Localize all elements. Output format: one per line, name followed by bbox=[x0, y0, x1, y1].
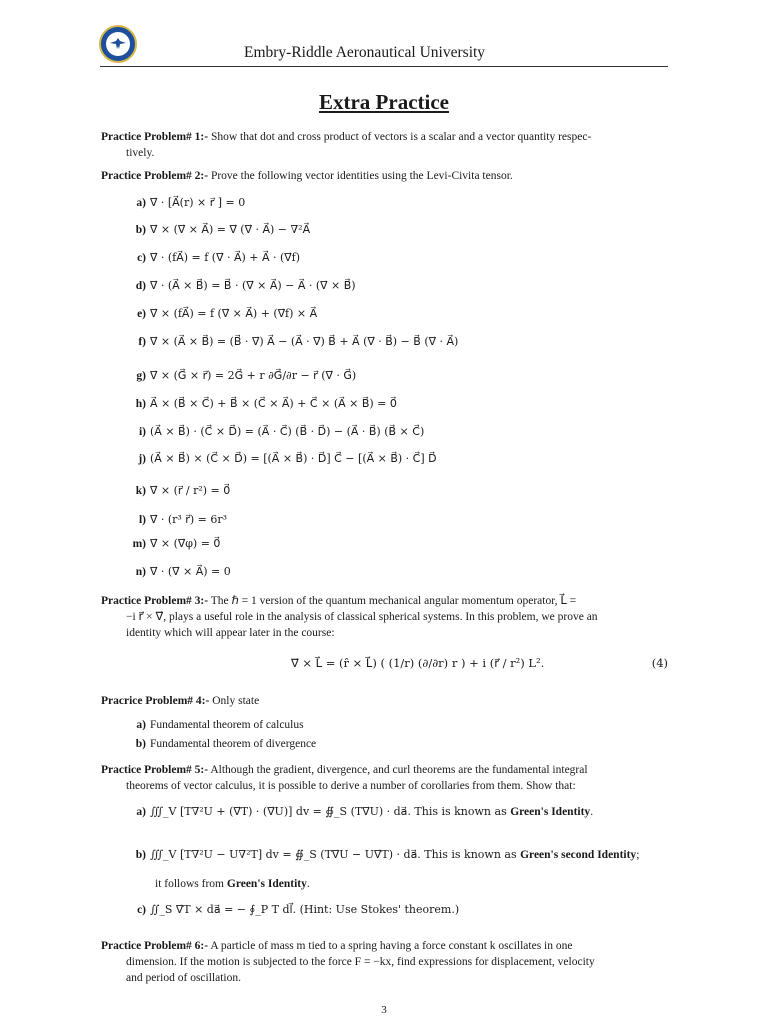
problem-2-label: Practice Problem# 2:- bbox=[101, 170, 209, 182]
identity-b: b) ∇⃗ × (∇⃗ × A⃗) = ∇⃗ (∇⃗ · A⃗) − ∇²A⃗ bbox=[135, 223, 311, 236]
identity-m: m) ∇⃗ × (∇⃗φ) = 0⃗ bbox=[132, 537, 221, 550]
identity-k: k) ∇⃗ × (r⃗ / r²) = 0⃗ bbox=[135, 484, 231, 497]
problem-6 bbox=[101, 938, 668, 986]
problem-4 bbox=[101, 693, 668, 709]
identity-j: j) (A⃗ × B⃗) × (C⃗ × D⃗) = [(A⃗ × B⃗) · D⃗] C⃗ − [(A⃗ × B⃗) · C⃗] D⃗ bbox=[138, 452, 437, 465]
identity-n: n) ∇⃗ · (∇⃗ × A⃗) = 0 bbox=[135, 565, 231, 578]
problem-6-text-line3: and period of oscillation. bbox=[126, 972, 241, 984]
problem-5-text-line1: Although the gradient, divergence, and curl theorems are the fundamental integral bbox=[210, 764, 588, 776]
identity-e: e) ∇⃗ × (fA⃗) = f (∇⃗ × A⃗) + (∇⃗f) × A⃗ bbox=[137, 307, 318, 320]
identity-h: h) A⃗ × (B⃗ × C⃗) + B⃗ × (C⃗ × A⃗) + C⃗ × (A⃗ × B⃗) = 0⃗ bbox=[135, 397, 397, 410]
problem-3 bbox=[101, 593, 668, 641]
problem-4-label: Pracrice Problem# 4:- bbox=[101, 695, 210, 707]
identity-a: a) ∇⃗ · [A⃗(r) × r⃗ ] = 0 bbox=[136, 196, 246, 209]
problem-4-item-a: a) Fundamental theorem of calculus bbox=[136, 719, 304, 731]
page-number: 3 bbox=[381, 1004, 387, 1016]
identity-l: l) ∇⃗ · (r³ r⃗) = 6r³ bbox=[138, 513, 227, 526]
problem-3-text-line2: −i r⃗ × ∇⃗, plays a useful role in the analysis of classical spherical systems. In this problem, we prove an bbox=[126, 611, 598, 623]
problem-5-item-c: c) ∬_S ∇⃗T × da⃗ = − ∮_P T dl⃗. (Hint: Use Stokes' theorem.) bbox=[137, 903, 460, 916]
university-name: Embry-Riddle Aeronautical University bbox=[244, 44, 486, 61]
eagle-seal-icon bbox=[109, 37, 127, 51]
problem-3-label: Practice Problem# 3:- bbox=[101, 595, 209, 607]
problem-3-text-line1: The ℏ = 1 version of the quantum mechanical angular momentum operator, L⃗ = bbox=[210, 595, 577, 607]
problem-5-text-line2: theorems of vector calculus, it is possible to derive a number of corollaries from them. Show that: bbox=[126, 780, 576, 792]
problem-5 bbox=[101, 762, 668, 794]
problem-5-item-b-continued: it follows from Green's Identity. bbox=[155, 878, 310, 890]
identity-i: i) (A⃗ × B⃗) · (C⃗ × D⃗) = (A⃗ · C⃗) (B⃗ · D⃗) − (A⃗ · B⃗) (B⃗ × C⃗) bbox=[138, 425, 425, 438]
identity-g: g) ∇⃗ × (G⃗ × r⃗) = 2G⃗ + r ∂G⃗/∂r − r⃗ (∇⃗ · G⃗) bbox=[136, 369, 357, 382]
problem-6-label: Practice Problem# 6:- bbox=[101, 940, 209, 952]
problem-1-text-line1: Show that dot and cross product of vectors is a scalar and a vector quantity respec- bbox=[210, 131, 592, 143]
problem-6-text-line2: dimension. If the motion is subjected to the force F = −kx, find expressions for displacement, velocity bbox=[126, 956, 595, 968]
equation-4-body: ∇⃗ × L⃗ = (r̂ × L⃗) ( (1/r) (∂/∂r) r ) + i (r⃗ / r²) L². bbox=[291, 656, 545, 670]
university-logo bbox=[99, 25, 137, 63]
problem-4-item-b: b) Fundamental theorem of divergence bbox=[135, 738, 317, 750]
problem-6-text-line1: A particle of mass m tied to a spring having a force constant k oscillates in one bbox=[210, 940, 573, 952]
identity-f: f) ∇⃗ × (A⃗ × B⃗) = (B⃗ · ∇⃗) A⃗ − (A⃗ · ∇⃗) B⃗ + A⃗ (∇⃗ · B⃗) − B⃗ (∇⃗ · A⃗) bbox=[138, 335, 459, 348]
problem-5-item-a: a) ∭_V [T∇²U + (∇⃗T) · (∇⃗U)] dv = ∯_S (T∇⃗U) · da⃗. This is known as Green's Identity. bbox=[136, 805, 594, 818]
problem-5-label: Practice Problem# 5:- bbox=[101, 764, 209, 776]
header-rule bbox=[100, 66, 668, 67]
problem-2 bbox=[101, 168, 668, 184]
page-title: Extra Practice bbox=[318, 90, 449, 114]
problem-4-text: Only state bbox=[212, 695, 260, 707]
problem-3-text-line3: identity which will appear later in the course: bbox=[126, 627, 335, 639]
equation-4-number: (4) bbox=[651, 656, 668, 670]
identity-c: c) ∇⃗ · (fA⃗) = f (∇⃗ · A⃗) + A⃗ · (∇⃗f) bbox=[137, 251, 300, 264]
problem-1-text-line2: tively. bbox=[126, 147, 155, 159]
problem-2-text: Prove the following vector identities using the Levi-Civita tensor. bbox=[210, 170, 513, 182]
problem-5-item-b: b) ∭_V [T∇²U − U∇²T] dv = ∯_S (T∇⃗U − U∇⃗T) · da⃗. This is known as Green's second Identity; bbox=[135, 848, 640, 861]
problem-1-label: Practice Problem# 1:- bbox=[101, 131, 209, 143]
problem-1 bbox=[101, 129, 668, 161]
identity-d: d) ∇⃗ · (A⃗ × B⃗) = B⃗ · (∇⃗ × A⃗) − A⃗ · (∇⃗ × B⃗) bbox=[135, 279, 356, 292]
